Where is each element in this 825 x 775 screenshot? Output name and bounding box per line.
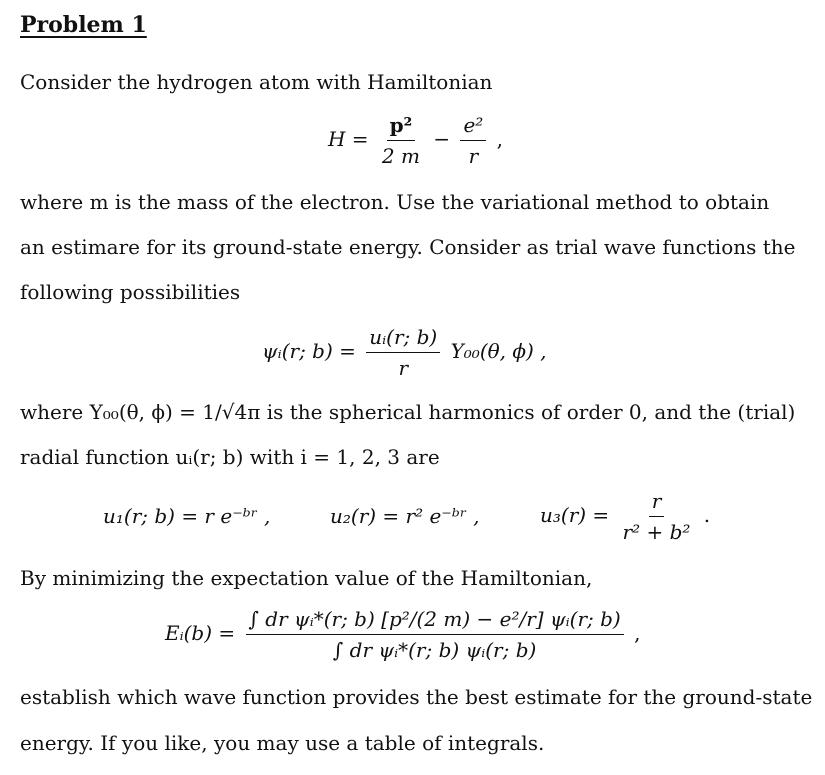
kinetic-fraction	[379, 112, 423, 169]
u3-fraction	[620, 488, 694, 545]
energy-denominator: ∫ dr ψᵢ*(r; b) ψᵢ(r; b)	[332, 638, 537, 662]
u3-numerator: r	[649, 488, 665, 517]
u3-denominator: r² + b²	[622, 520, 691, 544]
psi-numerator: uᵢ(r; b)	[366, 324, 440, 353]
energy-numerator: ∫ dr ψᵢ*(r; b) [p²/(2 m) − e²/r] ψᵢ(r; b)	[246, 606, 624, 635]
kinetic-denominator: 2 m	[381, 144, 420, 168]
u3-period: .	[703, 503, 711, 527]
u3-lhs: u₃(r) =	[540, 503, 610, 527]
paragraph-line: where Y₀₀(θ, ϕ) = 1/√4π is the spherical harmonics of order 0, and the (trial)	[20, 400, 796, 424]
potential-numerator: e²	[460, 112, 486, 141]
paragraph-line: By minimizing the expectation value of the Hamiltonian,	[20, 566, 593, 590]
u2-equation: u₂(r) = r² e⁻ᵇʳ ,	[330, 504, 480, 528]
paragraph-line: where m is the mass of the electron. Use the variational method to obtain	[20, 190, 770, 214]
hamiltonian-comma: ,	[496, 127, 504, 151]
u1-equation: u₁(r; b) = r e⁻ᵇʳ ,	[103, 504, 271, 528]
trial-wavefunction-equation	[262, 324, 547, 381]
energy-equation	[165, 606, 640, 663]
paragraph-line: an estimare for its ground-state energy. Consider as trial wave functions the	[20, 235, 796, 259]
potential-fraction	[460, 112, 486, 169]
potential-denominator: r	[468, 144, 479, 168]
hamiltonian-lhs: H =	[328, 127, 369, 151]
psi-lhs: ψᵢ(r; b) =	[262, 339, 356, 363]
problem-title: Problem 1	[20, 12, 147, 38]
paragraph-line: following possibilities	[20, 280, 241, 304]
u3-equation	[540, 488, 710, 545]
energy-comma: ,	[634, 621, 641, 645]
psi-rhs: Y₀₀(θ, ϕ) ,	[450, 339, 547, 363]
paragraph-line: energy. If you like, you may use a table of integrals.	[20, 731, 545, 755]
intro-text: Consider the hydrogen atom with Hamiltonian	[20, 70, 493, 94]
hamiltonian-equation	[328, 112, 503, 169]
energy-fraction	[246, 606, 624, 663]
energy-lhs: Eᵢ(b) =	[165, 621, 236, 645]
minus-sign: −	[433, 127, 451, 151]
kinetic-numerator: p²	[387, 112, 416, 141]
paragraph-line: radial function uᵢ(r; b) with i = 1, 2, 3 are	[20, 445, 440, 469]
psi-denominator: r	[398, 356, 409, 380]
psi-fraction	[366, 324, 440, 381]
paragraph-line: establish which wave function provides the best estimate for the ground-state	[20, 685, 813, 709]
